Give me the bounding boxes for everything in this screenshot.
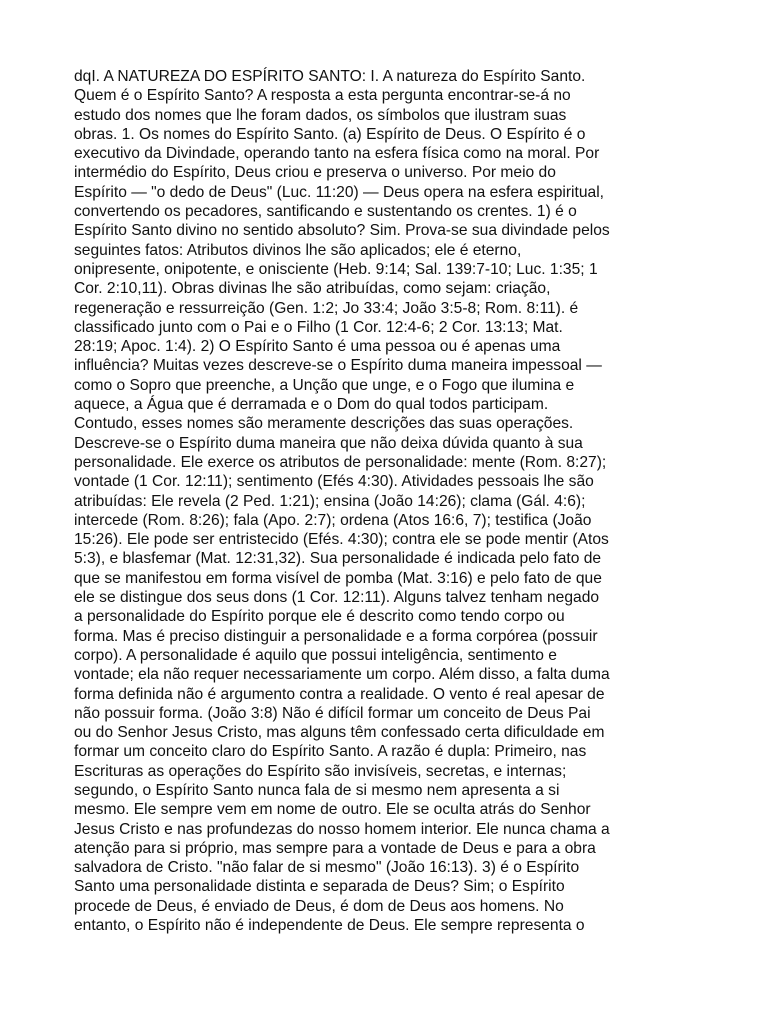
text-line: ou do Senhor Jesus Cristo, mas alguns têm confessado certa dificuldade em — [74, 724, 605, 742]
text-line: vontade; ela não requer necessariamente um corpo. Além disso, a falta duma — [74, 666, 610, 684]
text-line: a personalidade do Espírito porque ele é descrito como tendo corpo ou — [74, 608, 565, 626]
text-line: como o Sopro que preenche, a Unção que unge, e o Fogo que ilumina e — [74, 376, 575, 394]
text-line: seguintes fatos: Atributos divinos lhe são aplicados; ele é eterno, — [74, 241, 522, 259]
text-line: corpo). A personalidade é aquilo que possui inteligência, sentimento e — [74, 646, 557, 664]
text-line: não possuir forma. (João 3:8) Não é difícil formar um conceito de Deus Pai — [74, 704, 591, 722]
text-line: Jesus Cristo e nas profundezas do nosso homem interior. Ele nunca chama a — [74, 820, 610, 838]
text-line: ele se distingue dos seus dons (1 Cor. 12:11). Alguns talvez tenham negado — [74, 589, 600, 607]
text-line: segundo, o Espírito Santo nunca fala de si mesmo nem apresenta a si — [74, 781, 560, 799]
text-line: Espírito — "o dedo de Deus" (Luc. 11:20) — Deus opera na esfera espiritual, — [74, 183, 604, 201]
text-line: Contudo, esses nomes são meramente descrições das suas operações. — [74, 415, 574, 433]
text-line: Descreve-se o Espírito duma maneira que não deixa dúvida quanto à sua — [74, 434, 583, 452]
text-line: estudo dos nomes que lhe foram dados, os símbolos que ilustram suas — [74, 106, 567, 124]
text-line: procede de Deus, é enviado de Deus, é dom de Deus aos homens. No — [74, 897, 564, 915]
text-line: mesmo. Ele sempre vem em nome de outro. Ele se oculta atrás do Senhor — [74, 801, 591, 819]
text-line: entanto, o Espírito não é independente de Deus. Ele sempre representa o — [74, 917, 585, 935]
text-line: influência? Muitas vezes descreve-se o Espírito duma maneira impessoal — — [74, 357, 602, 375]
text-line: Santo uma personalidade distinta e separada de Deus? Sim; o Espírito — [74, 878, 565, 896]
text-line: intercede (Rom. 8:26); fala (Apo. 2:7); ordena (Atos 16:6, 7); testifica (João — [74, 511, 592, 529]
text-line: Escrituras as operações do Espírito são invisíveis, secretas, e internas; — [74, 762, 567, 780]
text-line: dqI. A NATUREZA DO ESPÍRITO SANTO: I. A natureza do Espírito Santo. — [74, 68, 586, 85]
text-line: Quem é o Espírito Santo? A resposta a esta pergunta encontrar-se-á no — [74, 87, 571, 105]
text-line: forma. Mas é preciso distinguir a personalidade e a forma corpórea (possuir — [74, 627, 598, 645]
text-line: atribuídas: Ele revela (2 Ped. 1:21); ensina (João 14:26); clama (Gál. 4:6); — [74, 492, 586, 510]
text-line: Cor. 2:10,11). Obras divinas lhe são atribuídas, como sejam: criação, — [74, 280, 551, 298]
text-line: classificado junto com o Pai e o Filho (1 Cor. 12:4-6; 2 Cor. 13:13; Mat. — [74, 318, 563, 336]
text-line: forma definida não é argumento contra a realidade. O vento é real apesar de — [74, 685, 605, 703]
text-line: obras. 1. Os nomes do Espírito Santo. (a) Espírito de Deus. O Espírito é o — [74, 125, 586, 143]
text-line: executivo da Divindade, operando tanto na esfera física como na moral. Por — [74, 145, 600, 163]
text-line: vontade (1 Cor. 12:11); sentimento (Efés 4:30). Atividades pessoais lhe são — [74, 473, 594, 491]
text-line: 15:26). Ele pode ser entristecido (Efés. 4:30); contra ele se pode mentir (Atos — [74, 531, 609, 549]
text-line: aquece, a Água que é derramada e o Dom do qual todos participam. — [74, 396, 549, 414]
body-text — [74, 67, 704, 935]
text-line: onipresente, onipotente, e onisciente (Heb. 9:14; Sal. 139:7-10; Luc. 1:35; 1 — [74, 260, 598, 278]
text-line: Espírito Santo divino no sentido absoluto? Sim. Prova-se sua divindade pelos — [74, 222, 610, 240]
text-line: intermédio do Espírito, Deus criou e preserva o universo. Por meio do — [74, 164, 556, 182]
text-line: personalidade. Ele exerce os atributos de personalidade: mente (Rom. 8:27); — [74, 453, 607, 471]
text-line: 5:3), e blasfemar (Mat. 12:31,32). Sua personalidade é indicada pelo fato de — [74, 550, 602, 568]
text-line: que se manifestou em forma visível de pomba (Mat. 3:16) e pelo fato de que — [74, 569, 602, 587]
text-line: atenção para si próprio, mas sempre para a vontade de Deus e para a obra — [74, 839, 596, 857]
text-line: 28:19; Apoc. 1:4). 2) O Espírito Santo é uma pessoa ou é apenas uma — [74, 338, 561, 356]
text-line: salvadora de Cristo. "não falar de si mesmo" (João 16:13). 3) é o Espírito — [74, 859, 580, 877]
text-line: regeneração e ressurreição (Gen. 1:2; Jo 33:4; João 3:5-8; Rom. 8:11). é — [74, 299, 579, 317]
text-line: formar um conceito claro do Espírito Santo. A razão é dupla: Primeiro, nas — [74, 743, 587, 761]
text-line: convertendo os pecadores, santificando e sustentando os crentes. 1) é o — [74, 203, 577, 221]
